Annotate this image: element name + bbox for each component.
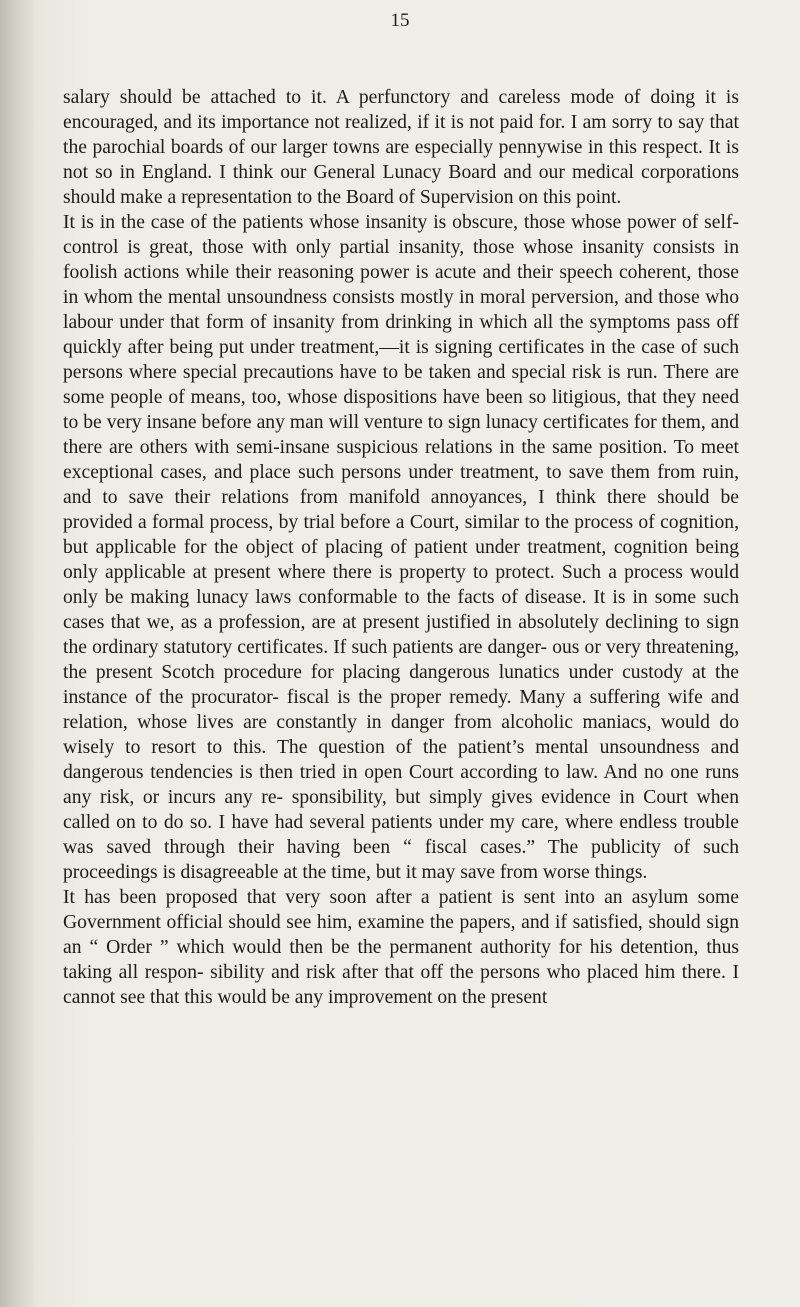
paragraph-1: salary should be attached to it. A perfunctory and careless mode of doing it is encouraged, and its importance not realized, if it is not paid for. I am sorry to say that the parochial boards of our larger towns are especially pennywise in this respect. It is not so in England. I think our General Lunacy Board and our medical corporations should make a representation to the Board of Supervision on this point. xyxy=(63,87,739,208)
page-gutter-shadow xyxy=(0,0,34,1307)
body-text xyxy=(63,85,739,1010)
paragraph-3: It has been proposed that very soon after a patient is sent into an asylum some Government official should see him, examine the papers, and if satisfied, should sign an “ Order ” which would then be the permanent authority for his detention, thus taking all respon- sibility and risk after that off the persons who placed him there. I cannot see that this would be any improvement on the present xyxy=(63,887,739,1008)
paragraph-2: It is in the case of the patients whose insanity is obscure, those whose power of self-control is great, those with only partial insanity, those whose insanity consists in foolish actions while their reasoning power is acute and their speech coherent, those in whom the mental unsoundness consists mostly in moral perversion, and those who labour under that form of insanity from drinking in which all the symptoms pass off quickly after being put under treatment,—it is signing certificates in the case of such persons where special precautions have to be taken and special risk is run. There are some people of means, too, whose dispositions have been so litigious, that they need to be very insane before any man will venture to sign lunacy certificates for them, and there are others with semi-insane suspicious relations in the same position. To meet exceptional cases, and place such persons under treatment, to save them from ruin, and to save their relations from manifold annoyances, I think there should be provided a formal process, by trial before a Court, similar to the process of cognition, but applicable for the object of placing of patient under treatment, cognition being only applicable at present where there is property to protect. Such a process would only be making lunacy laws conformable to the facts of disease. It is in some such cases that we, as a profession, are at present justified in absolutely declining to sign the ordinary statutory certificates. If such patients are danger- ous or very threatening, the present Scotch procedure for placing dangerous lunatics under custody at the instance of the procurator- fiscal is the proper remedy. Many a suffering wife and relation, whose lives are constantly in danger from alcoholic maniacs, would do wisely to resort to this. The question of the patient’s mental unsoundness and dangerous tendencies is then tried in open Court according to law. And no one runs any risk, or incurs any re- sponsibility, but simply gives evidence in Court when called on to do so. I have had several patients under my care, where endless trouble was saved through their having been “ fiscal cases.” The publicity of such proceedings is disagreeable at the time, but it may save from worse things. xyxy=(63,212,739,883)
page-number: 15 xyxy=(390,10,410,31)
